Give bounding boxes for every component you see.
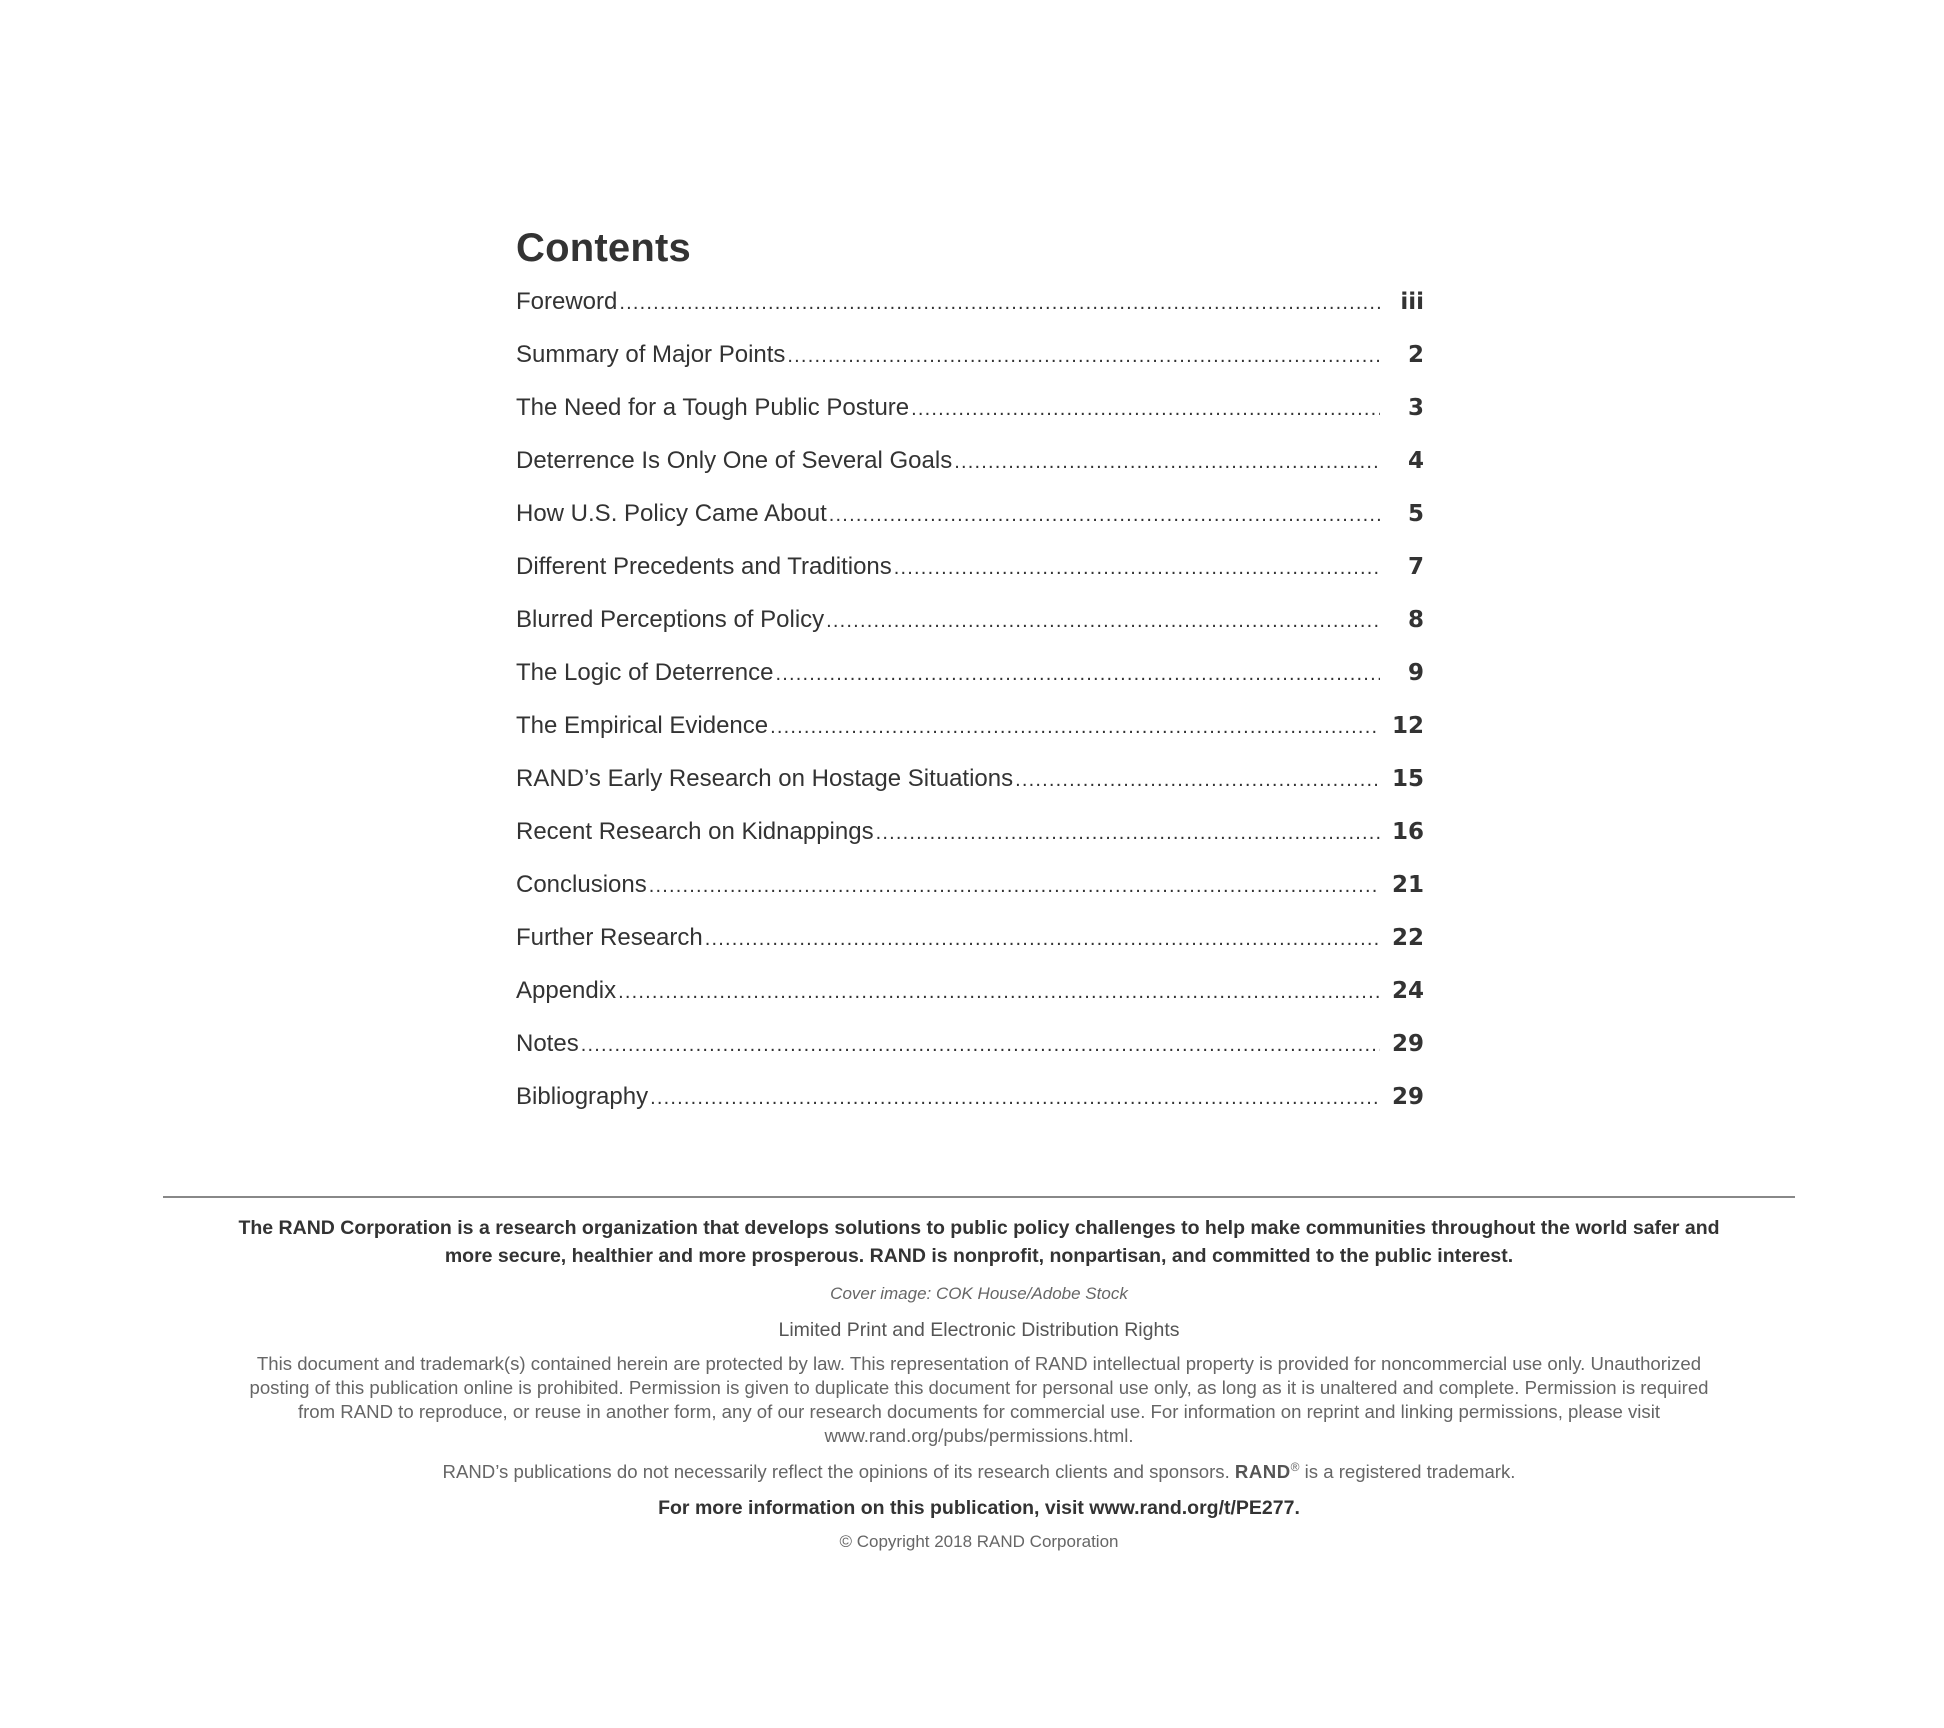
toc-entry-label: Blurred Perceptions of Policy bbox=[516, 606, 825, 633]
permissions-link[interactable]: www.rand.org/pubs/permissions.html. bbox=[824, 1425, 1134, 1446]
dot-leader bbox=[649, 868, 1380, 904]
toc-entry-label: Deterrence Is Only One of Several Goals bbox=[516, 447, 953, 474]
toc-entry-page: 2 bbox=[1407, 342, 1424, 368]
more-info-link[interactable]: For more information on this publication, visit www.rand.org/t/PE277. bbox=[658, 1497, 1300, 1519]
mission-line: The RAND Corporation is a research organization that develops solutions to public policy challenges to help make communities throughout the world safer and bbox=[238, 1217, 1720, 1239]
toc-entry-label: Notes bbox=[516, 1030, 579, 1057]
toc-entry-early-research-hostage[interactable] bbox=[516, 761, 1424, 814]
toc-entry-label: Further Research bbox=[516, 924, 703, 951]
toc-entry-page: iii bbox=[1400, 289, 1424, 315]
toc-entry-page: 21 bbox=[1391, 872, 1424, 898]
toc-entry-blurred-perceptions[interactable] bbox=[516, 602, 1424, 655]
toc-entry-page: 22 bbox=[1391, 925, 1424, 951]
mission-statement bbox=[163, 1214, 1795, 1270]
trademark-disclaimer bbox=[163, 1458, 1795, 1486]
toc-entry-label: RAND’s Early Research on Hostage Situations bbox=[516, 765, 1014, 792]
toc-entry-need-for-tough-public-posture[interactable] bbox=[516, 390, 1424, 443]
toc-entry-page: 24 bbox=[1391, 978, 1424, 1004]
toc-entry-label: Foreword bbox=[516, 288, 618, 315]
table-of-contents bbox=[516, 222, 1424, 1110]
toc-entry-deterrence-one-of-several-goals[interactable] bbox=[516, 443, 1424, 496]
toc-entry-further-research[interactable] bbox=[516, 920, 1424, 973]
registered-mark: ® bbox=[1290, 1459, 1300, 1474]
toc-entry-label: Recent Research on Kidnappings bbox=[516, 818, 874, 845]
toc-entry-label: The Need for a Tough Public Posture bbox=[516, 394, 910, 421]
toc-entry-label: How U.S. Policy Came About bbox=[516, 500, 827, 527]
disclaimer-text: RAND’s publications do not necessarily reflect the opinions of its research clients and sponsors. bbox=[442, 1461, 1235, 1482]
dot-leader bbox=[826, 603, 1380, 639]
dot-leader bbox=[894, 550, 1380, 586]
toc-entry-foreword[interactable] bbox=[516, 284, 1424, 337]
toc-entry-bibliography[interactable] bbox=[516, 1079, 1424, 1132]
dot-leader bbox=[705, 921, 1380, 957]
rights-heading: Limited Print and Electronic Distribution Rights bbox=[778, 1319, 1180, 1341]
dot-leader bbox=[829, 497, 1380, 533]
disclaimer-text: is a registered trademark. bbox=[1299, 1461, 1516, 1482]
dot-leader bbox=[787, 338, 1380, 374]
toc-entry-logic-of-deterrence[interactable] bbox=[516, 655, 1424, 708]
toc-entry-label: Appendix bbox=[516, 977, 617, 1004]
toc-entry-page: 5 bbox=[1407, 501, 1424, 527]
dot-leader bbox=[581, 1027, 1380, 1063]
cover-image-credit: Cover image: COK House/Adobe Stock bbox=[830, 1284, 1128, 1303]
dot-leader bbox=[954, 444, 1380, 480]
dot-leader bbox=[876, 815, 1380, 851]
footer bbox=[163, 1214, 1795, 1554]
toc-entry-page: 29 bbox=[1391, 1031, 1424, 1057]
toc-entry-page: 8 bbox=[1407, 607, 1424, 633]
dot-leader bbox=[619, 285, 1380, 321]
rights-line: posting of this publication online is prohibited. Permission is given to duplicate this document for personal use only, as long as it is unaltered and complete. Permission is required bbox=[249, 1377, 1709, 1398]
rights-line: from RAND to reproduce, or reuse in another form, any of our research documents for commercial use. For information on reprint and linking permissions, please visit bbox=[297, 1401, 1661, 1422]
toc-entry-page: 12 bbox=[1391, 713, 1424, 739]
toc-entry-label: Different Precedents and Traditions bbox=[516, 553, 892, 580]
dot-leader bbox=[618, 974, 1380, 1010]
dot-leader bbox=[650, 1080, 1380, 1116]
toc-list bbox=[516, 284, 1424, 1132]
toc-entry-page: 9 bbox=[1407, 660, 1424, 686]
footer-divider bbox=[163, 1196, 1795, 1198]
toc-entry-page: 3 bbox=[1407, 395, 1424, 421]
dot-leader bbox=[911, 391, 1380, 427]
toc-entry-page: 4 bbox=[1407, 448, 1424, 474]
toc-entry-page: 16 bbox=[1391, 819, 1424, 845]
toc-entry-page: 7 bbox=[1407, 554, 1424, 580]
toc-entry-label: The Empirical Evidence bbox=[516, 712, 769, 739]
toc-entry-conclusions[interactable] bbox=[516, 867, 1424, 920]
toc-entry-recent-research-kidnappings[interactable] bbox=[516, 814, 1424, 867]
dot-leader bbox=[770, 709, 1380, 745]
toc-entry-label: Conclusions bbox=[516, 871, 647, 898]
toc-entry-how-us-policy-came-about[interactable] bbox=[516, 496, 1424, 549]
rights-line: This document and trademark(s) contained herein are protected by law. This representation of RAND intellectual property is provided for noncommercial use only. Unauthorized bbox=[256, 1353, 1702, 1374]
rights-statement bbox=[163, 1352, 1795, 1448]
toc-entry-summary-of-major-points[interactable] bbox=[516, 337, 1424, 390]
toc-entry-label: Summary of Major Points bbox=[516, 341, 786, 368]
toc-entry-appendix[interactable] bbox=[516, 973, 1424, 1026]
toc-entry-page: 29 bbox=[1391, 1084, 1424, 1110]
copyright-notice: © Copyright 2018 RAND Corporation bbox=[839, 1532, 1119, 1551]
toc-entry-page: 15 bbox=[1391, 766, 1424, 792]
toc-entry-empirical-evidence[interactable] bbox=[516, 708, 1424, 761]
dot-leader bbox=[775, 656, 1380, 692]
rand-trademark: RAND bbox=[1234, 1461, 1291, 1482]
toc-entry-notes[interactable] bbox=[516, 1026, 1424, 1079]
mission-line: more secure, healthier and more prosperous. RAND is nonprofit, nonpartisan, and committed to the public interest. bbox=[444, 1245, 1514, 1267]
toc-entry-label: The Logic of Deterrence bbox=[516, 659, 774, 686]
dot-leader bbox=[1015, 762, 1380, 798]
toc-entry-different-precedents[interactable] bbox=[516, 549, 1424, 602]
toc-entry-label: Bibliography bbox=[516, 1083, 649, 1110]
page-title: Contents bbox=[516, 226, 691, 270]
